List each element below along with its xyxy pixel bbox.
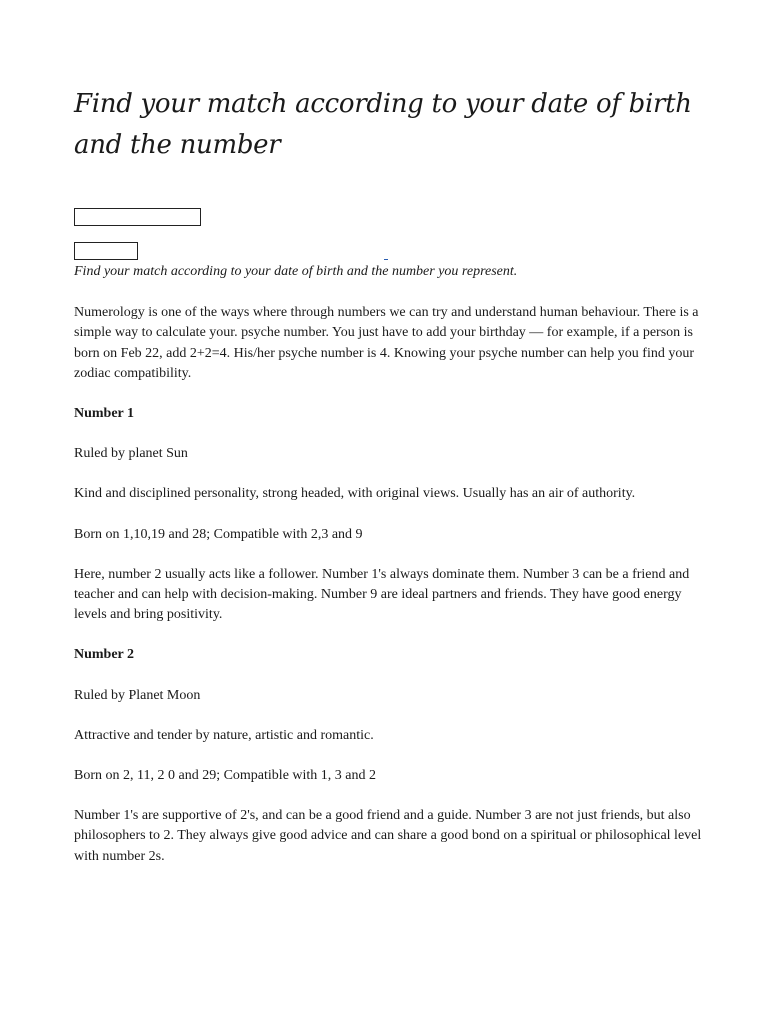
compatibility-text: Born on 2, 11, 2 0 and 29; Compatible with 1, 3 and 2 (74, 768, 377, 784)
section-heading-number-1: Number 1 (74, 406, 135, 422)
article-lead: Find your match according to your date of birth and the number you represent. (74, 264, 518, 279)
link-underline-mark (384, 259, 388, 260)
empty-field-box-small (74, 242, 138, 260)
ruled-by-text: Ruled by planet Sun (74, 446, 188, 462)
compatibility-text: Born on 1,10,19 and 28; Compatible with 2,3 and 9 (74, 526, 363, 542)
ruled-by-text: Ruled by Planet Moon (74, 687, 201, 703)
details-text: Here, number 2 usually acts like a follower. Number 1's always dominate them. Number 3 can be a friend and teacher and can help with decision-making. Number 9 are ideal partners and friends. They have good energy levels and bring positivity. (74, 566, 690, 623)
personality-text: Kind and disciplined personality, strong headed, with original views. Usually has an air of authority. (74, 486, 636, 502)
details-text: Number 1's are supportive of 2's, and can be a good friend and a guide. Number 3 are not just friends, but also philosophers to 2. They always give good advice and can share a good bond on a spiritual or philosophical level with number 2s. (74, 808, 702, 864)
article-title: Find your match according to your date of birth and the number (74, 89, 692, 160)
article-body (74, 262, 714, 887)
section-heading-number-2: Number 2 (74, 647, 135, 663)
intro-paragraph: Numerology is one of the ways where through numbers we can try and understand human behaviour. There is a simple way to calculate your. psyche number. You just have to add your birthday — for example, if a person is born on Feb 22, add 2+2=4. His/her psyche number is 4. Knowing your psyche number can help you find your zodiac compatibility. (74, 305, 699, 381)
personality-text: Attractive and tender by nature, artistic and romantic. (74, 727, 374, 743)
empty-field-box (74, 208, 201, 226)
